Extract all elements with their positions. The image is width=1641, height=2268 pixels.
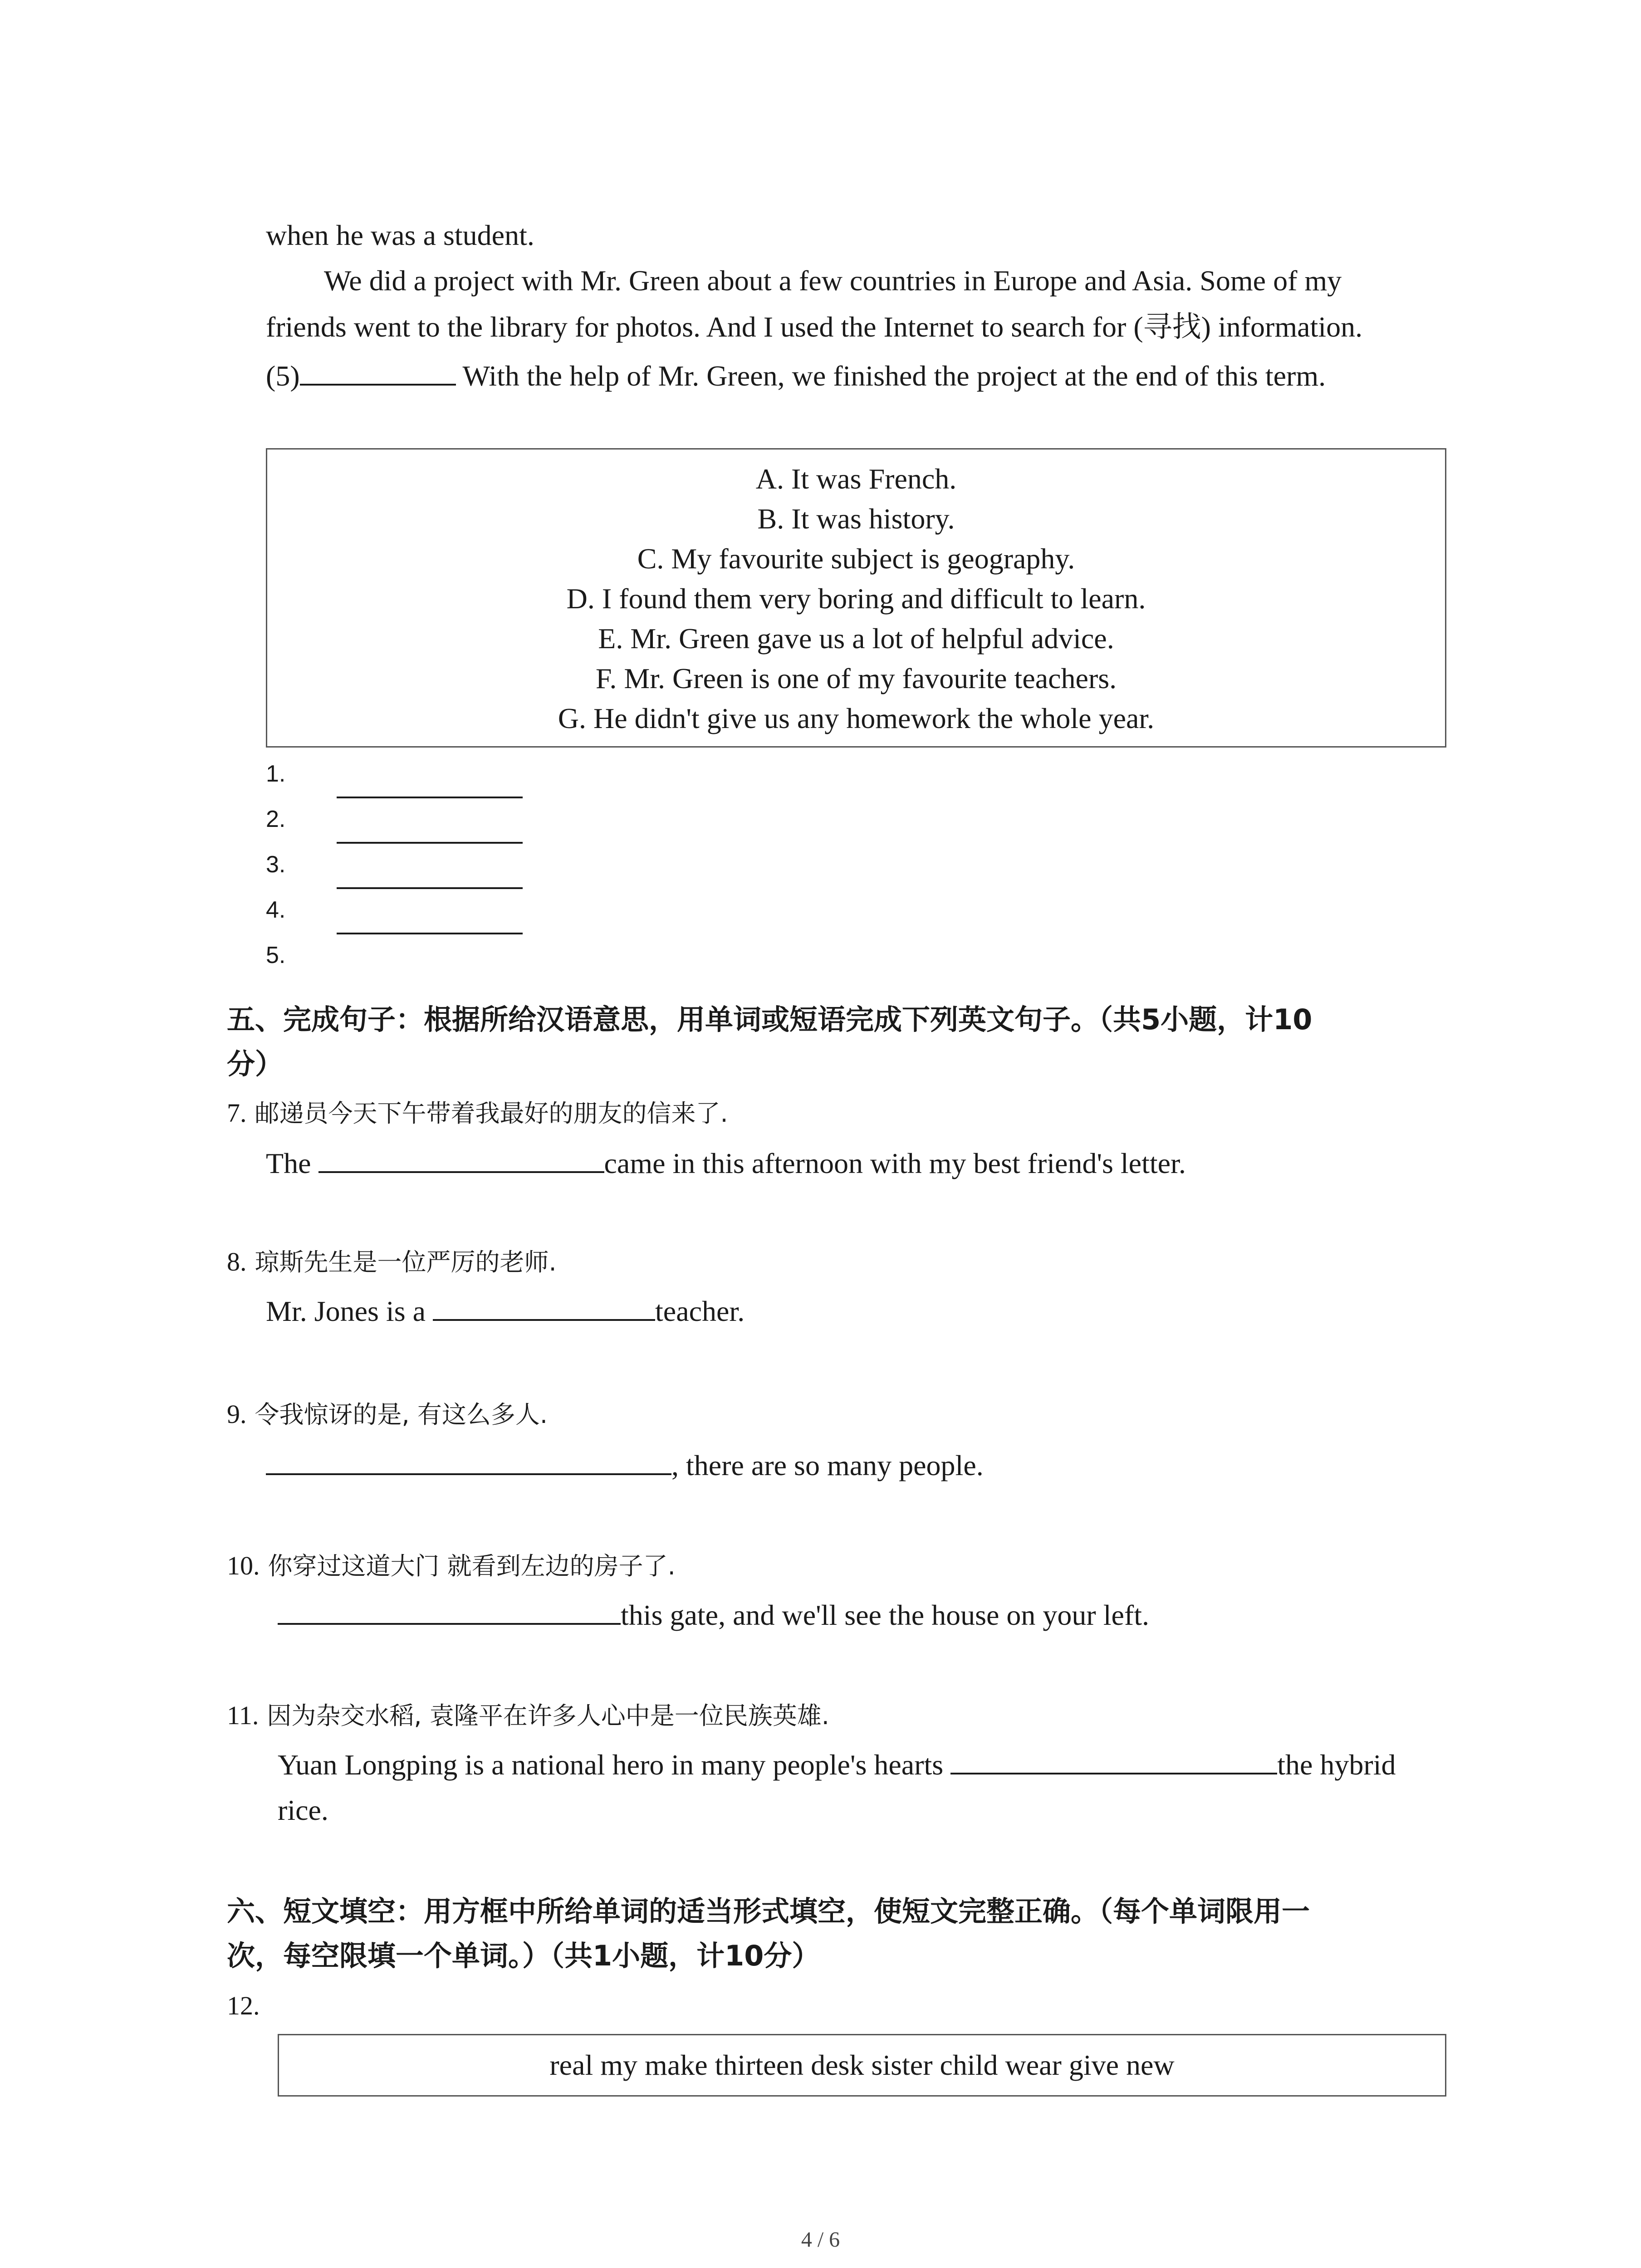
- page-number: 4 / 6: [801, 2228, 840, 2252]
- option-g: G. He didn't give us any homework the whole year.: [558, 702, 1155, 734]
- question-11: [227, 1696, 829, 1731]
- question-10-english: [278, 1595, 1149, 1636]
- option-d: D. I found them very boring and difficult to learn.: [566, 582, 1146, 615]
- question-10: [227, 1547, 676, 1582]
- answer-blank[interactable]: [318, 1146, 604, 1173]
- question-chinese: 因为杂交水稻, 袁隆平在许多人心中是一位民族英雄.: [267, 1701, 829, 1730]
- question-chinese: 琼斯先生是一位严厉的老师.: [255, 1248, 557, 1276]
- option-a: A. It was French.: [755, 463, 957, 495]
- answer-label-5: 5.: [266, 942, 286, 968]
- answer-label-4: 4.: [266, 897, 286, 923]
- question-text: , there are so many people.: [671, 1449, 984, 1481]
- question-text: The: [266, 1147, 318, 1179]
- answer-blank-3[interactable]: [337, 887, 523, 889]
- question-text: the hybrid: [1277, 1749, 1396, 1781]
- question-7-english: [266, 1143, 1186, 1184]
- question-chinese: 你穿过这道大门 就看到左边的房子了.: [268, 1552, 676, 1580]
- blank-5[interactable]: [300, 358, 456, 386]
- question-11-english-line-2: rice.: [278, 1794, 328, 1826]
- question-9: [227, 1395, 548, 1430]
- answer-label-1: 1.: [266, 761, 286, 787]
- answer-blank[interactable]: [278, 1598, 621, 1625]
- answer-blank-2[interactable]: [337, 842, 523, 844]
- question-text: came in this afternoon with my best friend's letter.: [604, 1147, 1186, 1179]
- word-bank-box: [278, 2034, 1446, 2097]
- option-e: E. Mr. Green gave us a lot of helpful advice.: [598, 622, 1114, 655]
- section-5-heading-line-1: 五、完成句子：根据所给汉语意思，用单词或短语完成下列英文句子。（共5小题，计10: [227, 1003, 1313, 1036]
- answer-blank-4[interactable]: [337, 933, 523, 934]
- question-8: [227, 1243, 557, 1278]
- option-c: C. My favourite subject is geography.: [637, 543, 1075, 575]
- question-number: 9.: [227, 1399, 247, 1429]
- section-6-heading-line-2: 次，每空限填一个单词。）（共1小题，计10分）: [227, 1939, 820, 1972]
- answer-blank[interactable]: [266, 1448, 671, 1475]
- question-9-english: [266, 1445, 984, 1486]
- passage-line-1: when he was a student.: [266, 219, 534, 251]
- word-bank: real my make thirteen desk sister child wear give new: [549, 2049, 1175, 2081]
- question-number: 11.: [227, 1701, 259, 1730]
- question-text: this gate, and we'll see the house on your left.: [621, 1599, 1149, 1631]
- question-7: [227, 1094, 728, 1129]
- question-text: Mr. Jones is a: [266, 1295, 433, 1327]
- section-5-heading-line-2: 分）: [227, 1047, 284, 1080]
- question-12-number: 12.: [227, 1991, 260, 2020]
- question-number: 7.: [227, 1098, 247, 1128]
- question-number: 10.: [227, 1551, 260, 1580]
- question-text: Yuan Longping is a national hero in many people's hearts: [278, 1749, 951, 1781]
- answer-blank[interactable]: [433, 1294, 655, 1321]
- section-6-heading-line-1: 六、短文填空：用方框中所给单词的适当形式填空，使短文完整正确。（每个单词限用一: [227, 1895, 1310, 1928]
- passage-line-2: We did a project with Mr. Green about a few countries in Europe and Asia. Some of my: [324, 264, 1342, 297]
- question-11-english: [278, 1745, 1396, 1785]
- blank-5-label: (5): [266, 360, 300, 392]
- question-chinese: 邮递员今天下午带着我最好的朋友的信来了.: [255, 1099, 728, 1128]
- question-text: teacher.: [655, 1295, 745, 1327]
- options-box: [266, 448, 1446, 748]
- question-8-english: [266, 1291, 745, 1332]
- answer-blank-1[interactable]: [337, 797, 523, 798]
- option-f: F. Mr. Green is one of my favourite teachers.: [595, 662, 1117, 694]
- passage-line-3: friends went to the library for photos. And I used the Internet to search for (寻找) information.: [266, 311, 1363, 343]
- answer-label-2: 2.: [266, 806, 286, 832]
- passage-line-4: [266, 356, 1326, 396]
- answer-blank[interactable]: [950, 1747, 1277, 1774]
- question-number: 8.: [227, 1247, 247, 1276]
- answer-label-3: 3.: [266, 851, 286, 878]
- passage-line-4-text: With the help of Mr. Green, we finished the project at the end of this term.: [456, 360, 1326, 392]
- option-b: B. It was history.: [757, 503, 955, 535]
- question-chinese: 令我惊讶的是, 有这么多人.: [255, 1400, 548, 1429]
